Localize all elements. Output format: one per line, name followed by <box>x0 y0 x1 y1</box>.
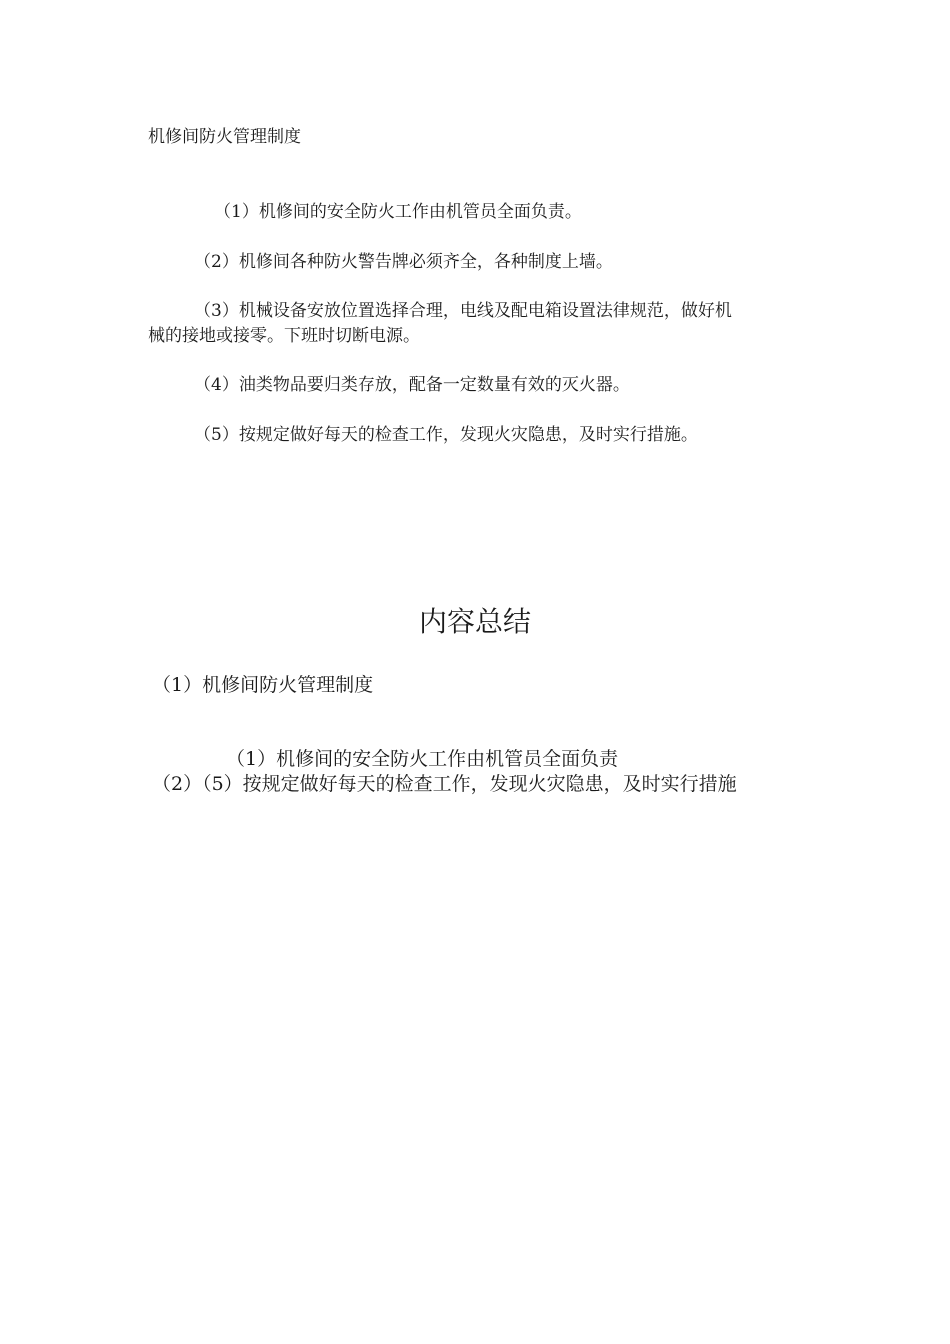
paragraph-3-line-1: （3）机械设备安放位置选择合理，电线及配电箱设置法律规范，做好机 <box>194 301 732 321</box>
paragraph-1: （1）机修间的安全防火工作由机管员全面负责。 <box>214 202 582 222</box>
summary-heading: 内容总结 <box>418 605 531 638</box>
paragraph-3-line-2: 械的接地或接零。下班时切断电源。 <box>148 326 420 346</box>
summary-item: （2）（5）按规定做好每天的检查工作，发现火灾隐患，及时实行措施 <box>152 773 737 795</box>
paragraph-4: （4）油类物品要归类存放，配备一定数量有效的灭火器。 <box>194 375 630 395</box>
paragraph-5: （5）按规定做好每天的检查工作，发现火灾隐患，及时实行措施。 <box>194 425 698 445</box>
paragraph-2: （2）机修间各种防火警告牌必须齐全，各种制度上墙。 <box>194 252 613 272</box>
summary-item: （1）机修间的安全防火工作由机管员全面负责 <box>226 748 619 770</box>
document-title: 机修间防火管理制度 <box>148 127 301 147</box>
summary-item: （1）机修间防火管理制度 <box>152 674 374 696</box>
